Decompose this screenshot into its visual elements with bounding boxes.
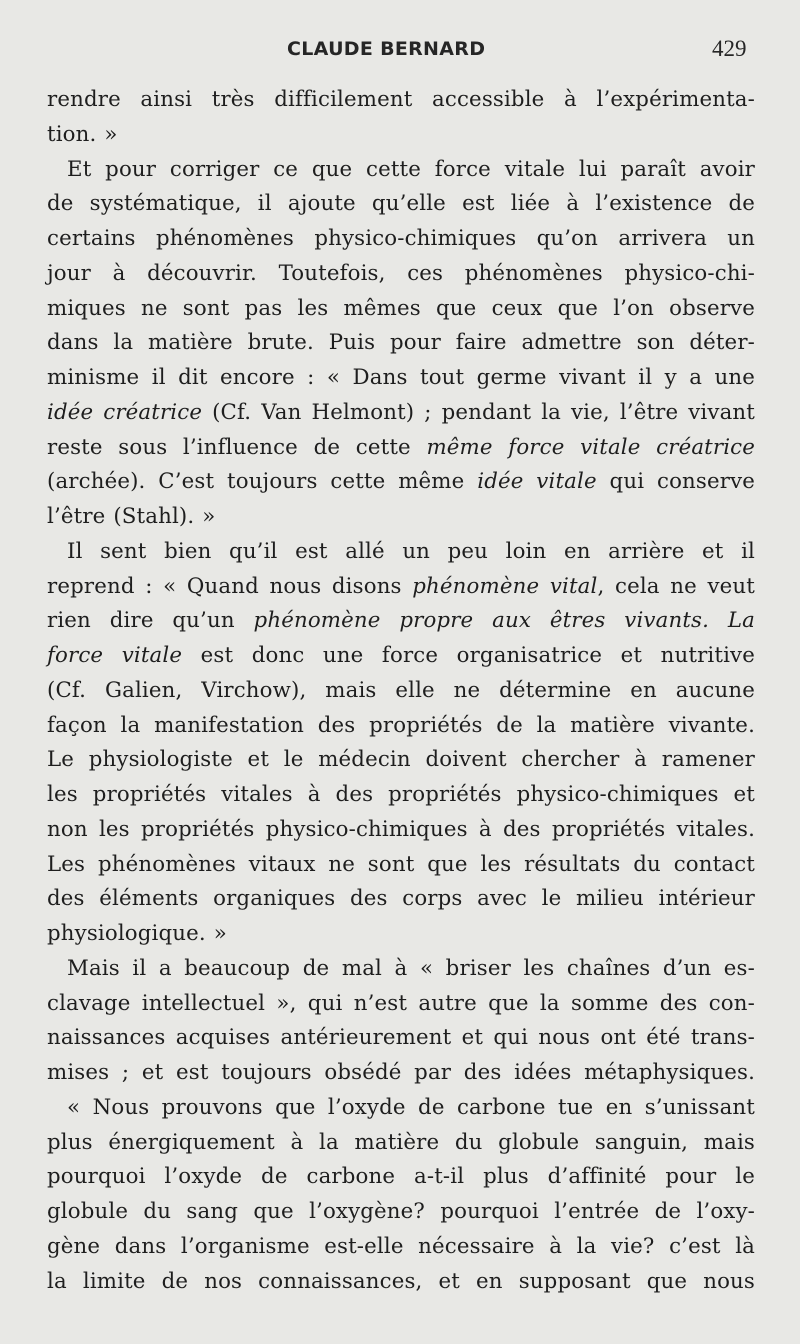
text-line: (Cf. Galien, Virchow), mais elle ne détermine en aucune (47, 677, 755, 703)
text-line: physiologique. » (47, 921, 227, 946)
text-line: non les propriétés physico-chimiques à des propriétés vitales. (47, 816, 755, 842)
text-line: de systématique, il ajoute qu’elle est liée à l’existence de (47, 191, 755, 217)
text-line: clavage intellectuel », qui n’est autre que la somme des con- (47, 990, 755, 1016)
text-segment: Il sent bien qu’il est allé un peu loin en arrière et il (67, 538, 755, 564)
text-segment: (archée). C’est toujours cette même (47, 469, 478, 495)
text-line: gène dans l’organisme est-elle nécessaire à la vie? c’est là (47, 1233, 755, 1259)
text-segment: reste sous l’influence de cette (47, 434, 427, 460)
paragraph (47, 1091, 755, 1300)
text-segment: Mais il a beaucoup de mal à « briser les chaînes d’un es- (67, 955, 755, 981)
italic-text: phénomène propre aux êtres vivants. La (253, 608, 755, 634)
text-line (47, 570, 755, 605)
text-line: Les phénomènes vitaux ne sont que les résultats du contact (47, 851, 755, 877)
text-line: des éléments organiques des corps avec le milieu intérieur (47, 886, 755, 912)
text-line (47, 604, 755, 639)
running-head: CLAUDE BERNARD (287, 38, 486, 60)
text-line (47, 535, 755, 570)
italic-text: idée créatrice (47, 399, 203, 425)
text-line: plus énergiquement à la matière du globule sanguin, mais (47, 1129, 755, 1155)
text-segment: (Cf. Van Helmont) ; pendant la vie, l’être vivant (202, 399, 755, 425)
italic-text: phénomène vital (412, 573, 598, 599)
body-text (47, 83, 755, 1299)
text-line (47, 396, 755, 431)
text-line: certains phénomènes physico-chimiques qu’on arrivera un (47, 226, 755, 251)
text-segment: , cela ne veut (597, 573, 755, 599)
paragraph (47, 952, 755, 1091)
text-line: l’être (Stahl). » (47, 504, 216, 529)
italic-text: force vitale (47, 643, 183, 668)
text-line: globule du sang que l’oxygène? pourquoi l’entrée de l’oxy- (47, 1199, 755, 1224)
text-line: Le physiologiste et le médecin doivent chercher à ramener (47, 747, 755, 773)
text-line: rendre ainsi très difficilement accessible à l’expérimenta- (47, 87, 755, 112)
text-segment: Et pour corriger ce que cette force vitale lui paraît avoir (67, 156, 755, 182)
text-line (47, 639, 755, 674)
paragraph (47, 153, 755, 535)
text-line: miques ne sont pas les mêmes que ceux que l’on observe (47, 295, 755, 321)
text-line: les propriétés vitales à des propriétés physico-chimiques et (47, 782, 755, 807)
text-segment: rien dire qu’un (47, 608, 254, 634)
text-line: tion. » (47, 121, 118, 147)
paragraph (47, 83, 755, 153)
text-line (47, 1091, 755, 1126)
italic-text: même force vitale créatrice (426, 434, 756, 460)
text-line (47, 431, 755, 466)
text-line: la limite de nos connaissances, et en supposant que nous (47, 1268, 755, 1294)
text-line (47, 952, 755, 987)
paragraph (47, 535, 755, 952)
page-number: 429 (712, 36, 747, 61)
text-line: jour à découvrir. Toutefois, ces phénomènes physico-chi- (47, 260, 755, 286)
text-line (47, 465, 755, 500)
text-line: naissances acquises antérieurement et qui nous ont été trans- (47, 1025, 755, 1051)
text-segment: qui conserve (596, 469, 756, 495)
text-segment: reprend : « Quand nous disons (47, 573, 413, 599)
text-line: pourquoi l’oxyde de carbone a-t-il plus d’affinité pour le (47, 1164, 755, 1190)
text-segment: est donc une force organisatrice et nutritive (182, 643, 755, 668)
text-line: façon la manifestation des propriétés de la matière vivante. (47, 712, 755, 738)
page-header (0, 34, 800, 64)
text-line: minisme il dit encore : « Dans tout germe vivant il y a une (47, 365, 755, 390)
text-line: dans la matière brute. Puis pour faire admettre son déter- (47, 330, 755, 356)
text-line (47, 153, 755, 188)
italic-text: idée vitale (477, 469, 597, 495)
text-line: mises ; et est toujours obsédé par des idées métaphysiques. (47, 1060, 755, 1085)
text-segment: « Nous prouvons que l’oxyde de carbone tue en s’unissant (67, 1094, 755, 1120)
